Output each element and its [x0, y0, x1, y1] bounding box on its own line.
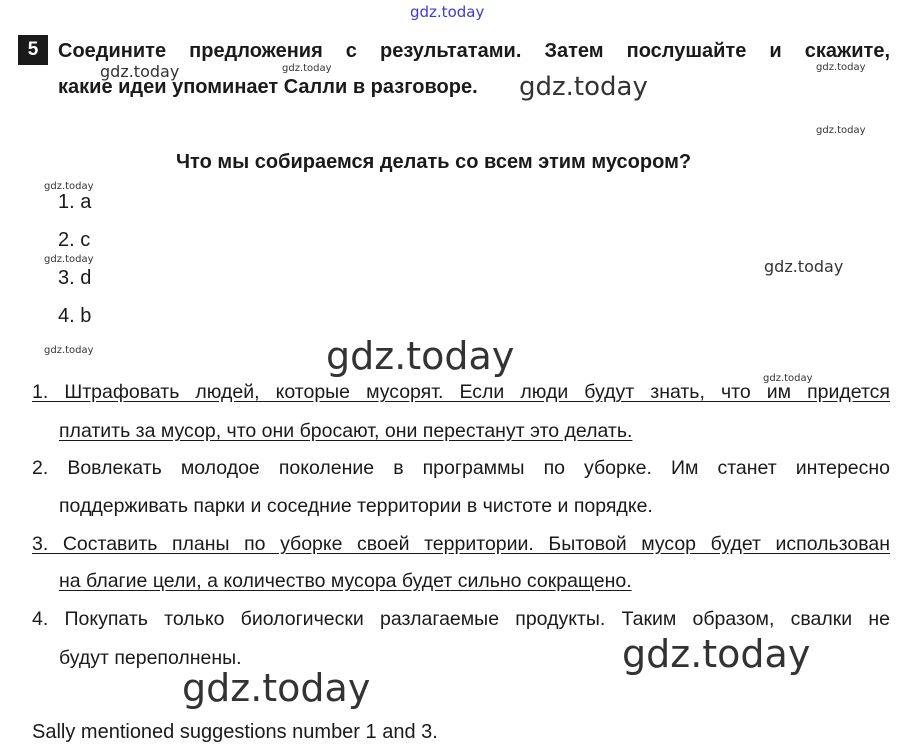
- watermark: gdz.today: [100, 62, 180, 81]
- watermark: gdz.today: [519, 72, 648, 102]
- watermark: gdz.today: [44, 181, 94, 192]
- suggestion-3-line-2: на благие цели, а количество мусора будет сильно сокращено.: [59, 570, 632, 592]
- watermark: gdz.today: [764, 257, 844, 276]
- watermark: gdz.today: [326, 334, 515, 378]
- answer-item: 1. a: [58, 191, 92, 213]
- watermark: gdz.today: [816, 125, 866, 136]
- answer-item: 4. b: [58, 305, 92, 327]
- text-title: Что мы собираемся делать со всем этим мусором?: [176, 151, 692, 173]
- suggestion-4-line-2: будут переполнены.: [59, 647, 242, 669]
- answer-item: 2. c: [58, 229, 91, 251]
- instruction-line-1: Соедините предложения с результатами. Затем послушайте и скажите,: [58, 40, 890, 62]
- watermark: gdz.today: [44, 254, 94, 265]
- watermark: gdz.today: [44, 345, 94, 356]
- suggestion-2-line-1: 2. Вовлекать молодое поколение в программы по уборке. Им станет интересно: [32, 457, 890, 479]
- answer-item: 3. d: [58, 267, 92, 289]
- suggestion-1-line-1: 1. Штрафовать людей, которые мусорят. Если люди будут знать, что им придется: [32, 381, 890, 403]
- watermark: gdz.today: [622, 632, 811, 676]
- watermark: gdz.today: [816, 62, 866, 73]
- instruction-line-2: какие идеи упоминает Салли в разговоре.: [58, 76, 478, 98]
- suggestion-3-line-1: 3. Составить планы по уборке своей территории. Бытовой мусор будет использован: [32, 533, 890, 555]
- conclusion-text: Sally mentioned suggestions number 1 and 3.: [32, 721, 438, 743]
- watermark: gdz.today: [763, 373, 813, 384]
- task-number-badge: 5: [18, 35, 48, 65]
- suggestion-2-line-2: поддерживать парки и соседние территории в чистоте и порядке.: [59, 495, 653, 517]
- watermark: gdz.today: [282, 63, 332, 74]
- suggestion-1-line-2: платить за мусор, что они бросают, они перестанут это делать.: [59, 420, 633, 442]
- watermark: gdz.today: [182, 666, 371, 710]
- watermark-top: gdz.today: [410, 3, 485, 21]
- suggestion-4-line-1: 4. Покупать только биологически разлагаемые продукты. Таким образом, свалки не: [32, 608, 890, 630]
